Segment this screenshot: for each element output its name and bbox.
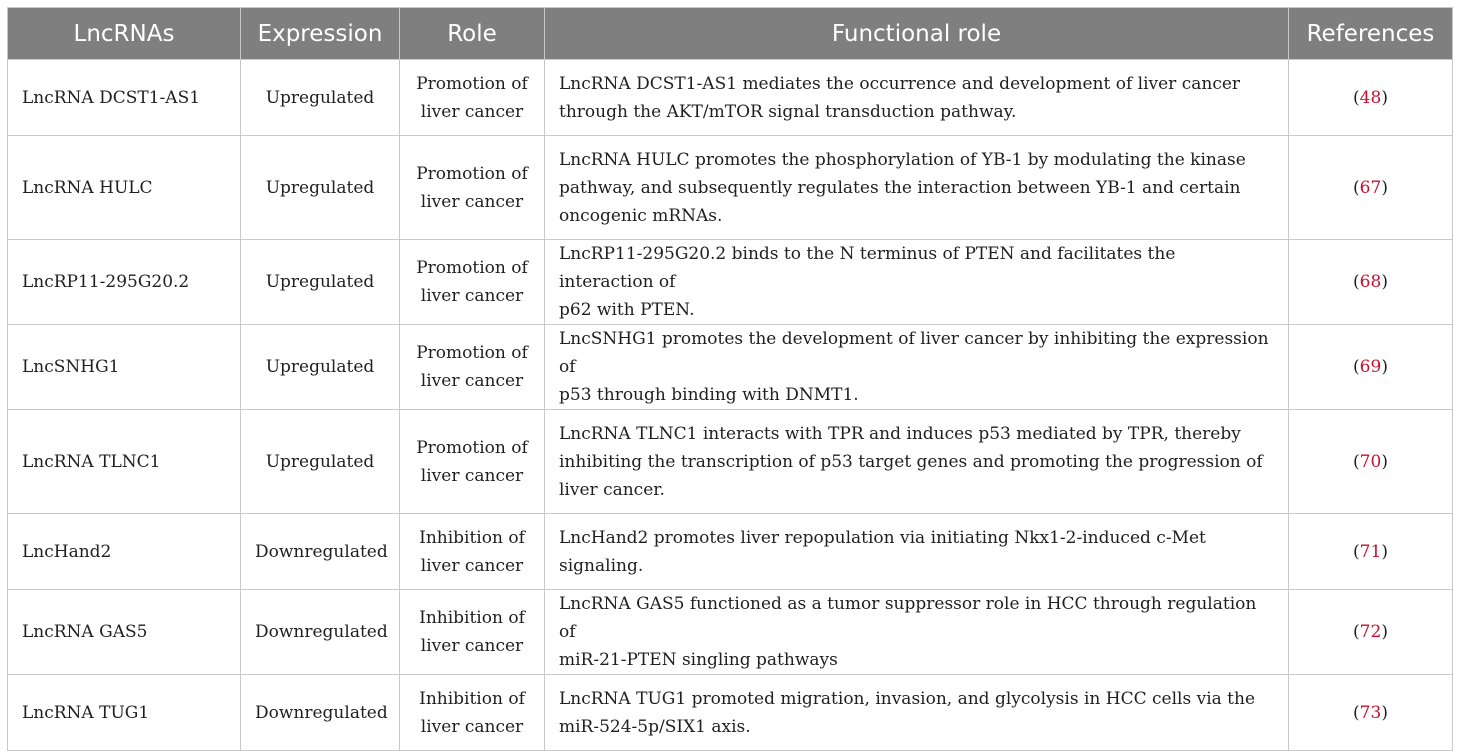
func-line: miR-21-PTEN singling pathways — [559, 650, 838, 670]
cell-lncrna: LncRNA TUG1 — [8, 675, 241, 751]
cell-role — [400, 675, 545, 751]
cell-lncrna: LncRP11-295G20.2 — [8, 240, 241, 325]
cell-reference: (70) — [1289, 410, 1453, 514]
cell-role — [400, 240, 545, 325]
cell-functional-role — [545, 410, 1289, 514]
cell-lncrna: LncRNA GAS5 — [8, 590, 241, 675]
reference-link[interactable]: 69 — [1359, 357, 1382, 377]
cell-lncrna: LncRNA HULC — [8, 136, 241, 240]
cell-reference: (69) — [1289, 325, 1453, 410]
cell-role — [400, 514, 545, 590]
reference-link[interactable]: 48 — [1359, 87, 1382, 108]
func-line: inhibiting the transcription of p53 target genes and promoting the progression of — [559, 451, 1263, 472]
header-references: References — [1289, 8, 1453, 60]
role-line: liver cancer — [420, 716, 524, 737]
func-line: LncRP11-295G20.2 binds to the N terminus of PTEN and facilitates the interaction of — [559, 244, 1176, 292]
role-line: Promotion of — [416, 73, 528, 94]
cell-reference: (68) — [1289, 240, 1453, 325]
cell-role — [400, 325, 545, 410]
func-line: LncRNA GAS5 functioned as a tumor suppressor role in HCC through regulation of — [559, 594, 1257, 642]
cell-expression: Downregulated — [241, 675, 400, 751]
role-line: Promotion of — [416, 258, 528, 278]
reference-link[interactable]: 68 — [1359, 272, 1382, 292]
func-line: oncogenic mRNAs. — [559, 205, 723, 226]
func-line: LncSNHG1 promotes the development of liver cancer by inhibiting the expression of — [559, 329, 1269, 377]
table-row — [8, 514, 1453, 590]
table-row — [8, 590, 1453, 675]
role-line: Promotion of — [416, 163, 528, 184]
reference-link[interactable]: 73 — [1359, 702, 1382, 723]
cell-functional-role — [545, 590, 1289, 675]
cell-lncrna: LncSNHG1 — [8, 325, 241, 410]
role-line: liver cancer — [420, 555, 524, 576]
cell-expression: Upregulated — [241, 136, 400, 240]
reference-link[interactable]: 70 — [1359, 451, 1382, 472]
cell-expression: Downregulated — [241, 514, 400, 590]
cell-role — [400, 590, 545, 675]
func-line: LncRNA DCST1-AS1 mediates the occurrence and development of liver cancer — [559, 73, 1241, 94]
table-row — [8, 325, 1453, 410]
cell-reference: (71) — [1289, 514, 1453, 590]
role-line: Inhibition of — [419, 608, 525, 628]
table-row — [8, 410, 1453, 514]
cell-expression: Downregulated — [241, 590, 400, 675]
cell-functional-role — [545, 60, 1289, 136]
role-line: Inhibition of — [419, 527, 525, 548]
cell-role — [400, 410, 545, 514]
func-line: p53 through binding with DNMT1. — [559, 385, 859, 405]
reference-link[interactable]: 71 — [1359, 541, 1382, 562]
table-row — [8, 136, 1453, 240]
func-line: LncRNA HULC promotes the phosphorylation of YB-1 by modulating the kinase — [559, 149, 1246, 170]
func-line: p62 with PTEN. — [559, 300, 695, 320]
func-line: pathway, and subsequently regulates the interaction between YB-1 and certain — [559, 177, 1241, 198]
cell-expression: Upregulated — [241, 325, 400, 410]
cell-expression: Upregulated — [241, 240, 400, 325]
table-header-row — [8, 8, 1453, 60]
table-row — [8, 240, 1453, 325]
role-line: Promotion of — [416, 343, 528, 363]
table-row — [8, 675, 1453, 751]
cell-reference: (67) — [1289, 136, 1453, 240]
cell-functional-role — [545, 325, 1289, 410]
func-line: through the AKT/mTOR signal transduction pathway. — [559, 101, 1017, 122]
func-line: liver cancer. — [559, 479, 665, 500]
lncrna-table — [7, 7, 1453, 751]
func-line: miR-524-5p/SIX1 axis. — [559, 716, 751, 737]
cell-lncrna: LncRNA TLNC1 — [8, 410, 241, 514]
cell-functional-role — [545, 240, 1289, 325]
func-line: LncRNA TLNC1 interacts with TPR and induces p53 mediated by TPR, thereby — [559, 423, 1241, 444]
role-line: liver cancer — [420, 101, 524, 122]
header-lncrnas: LncRNAs — [8, 8, 241, 60]
cell-expression: Upregulated — [241, 410, 400, 514]
table-row — [8, 60, 1453, 136]
cell-lncrna: LncHand2 — [8, 514, 241, 590]
reference-link[interactable]: 67 — [1359, 177, 1382, 198]
role-line: liver cancer — [420, 465, 524, 486]
func-line: LncHand2 promotes liver repopulation via initiating Nkx1-2-induced c-Met signaling. — [559, 527, 1206, 576]
header-role: Role — [400, 8, 545, 60]
reference-link[interactable]: 72 — [1359, 622, 1382, 642]
role-line: Promotion of — [416, 437, 528, 458]
cell-reference: (72) — [1289, 590, 1453, 675]
func-line: LncRNA TUG1 promoted migration, invasion, and glycolysis in HCC cells via the — [559, 688, 1256, 709]
cell-lncrna: LncRNA DCST1-AS1 — [8, 60, 241, 136]
role-line: Inhibition of — [419, 688, 525, 709]
cell-functional-role — [545, 675, 1289, 751]
cell-functional-role — [545, 514, 1289, 590]
role-line: liver cancer — [420, 286, 524, 306]
header-expression: Expression — [241, 8, 400, 60]
role-line: liver cancer — [420, 191, 524, 212]
header-functional-role: Functional role — [545, 8, 1289, 60]
role-line: liver cancer — [420, 636, 524, 656]
role-line: liver cancer — [420, 371, 524, 391]
cell-reference: (48) — [1289, 60, 1453, 136]
cell-role — [400, 136, 545, 240]
cell-reference: (73) — [1289, 675, 1453, 751]
cell-functional-role — [545, 136, 1289, 240]
cell-role — [400, 60, 545, 136]
cell-expression: Upregulated — [241, 60, 400, 136]
